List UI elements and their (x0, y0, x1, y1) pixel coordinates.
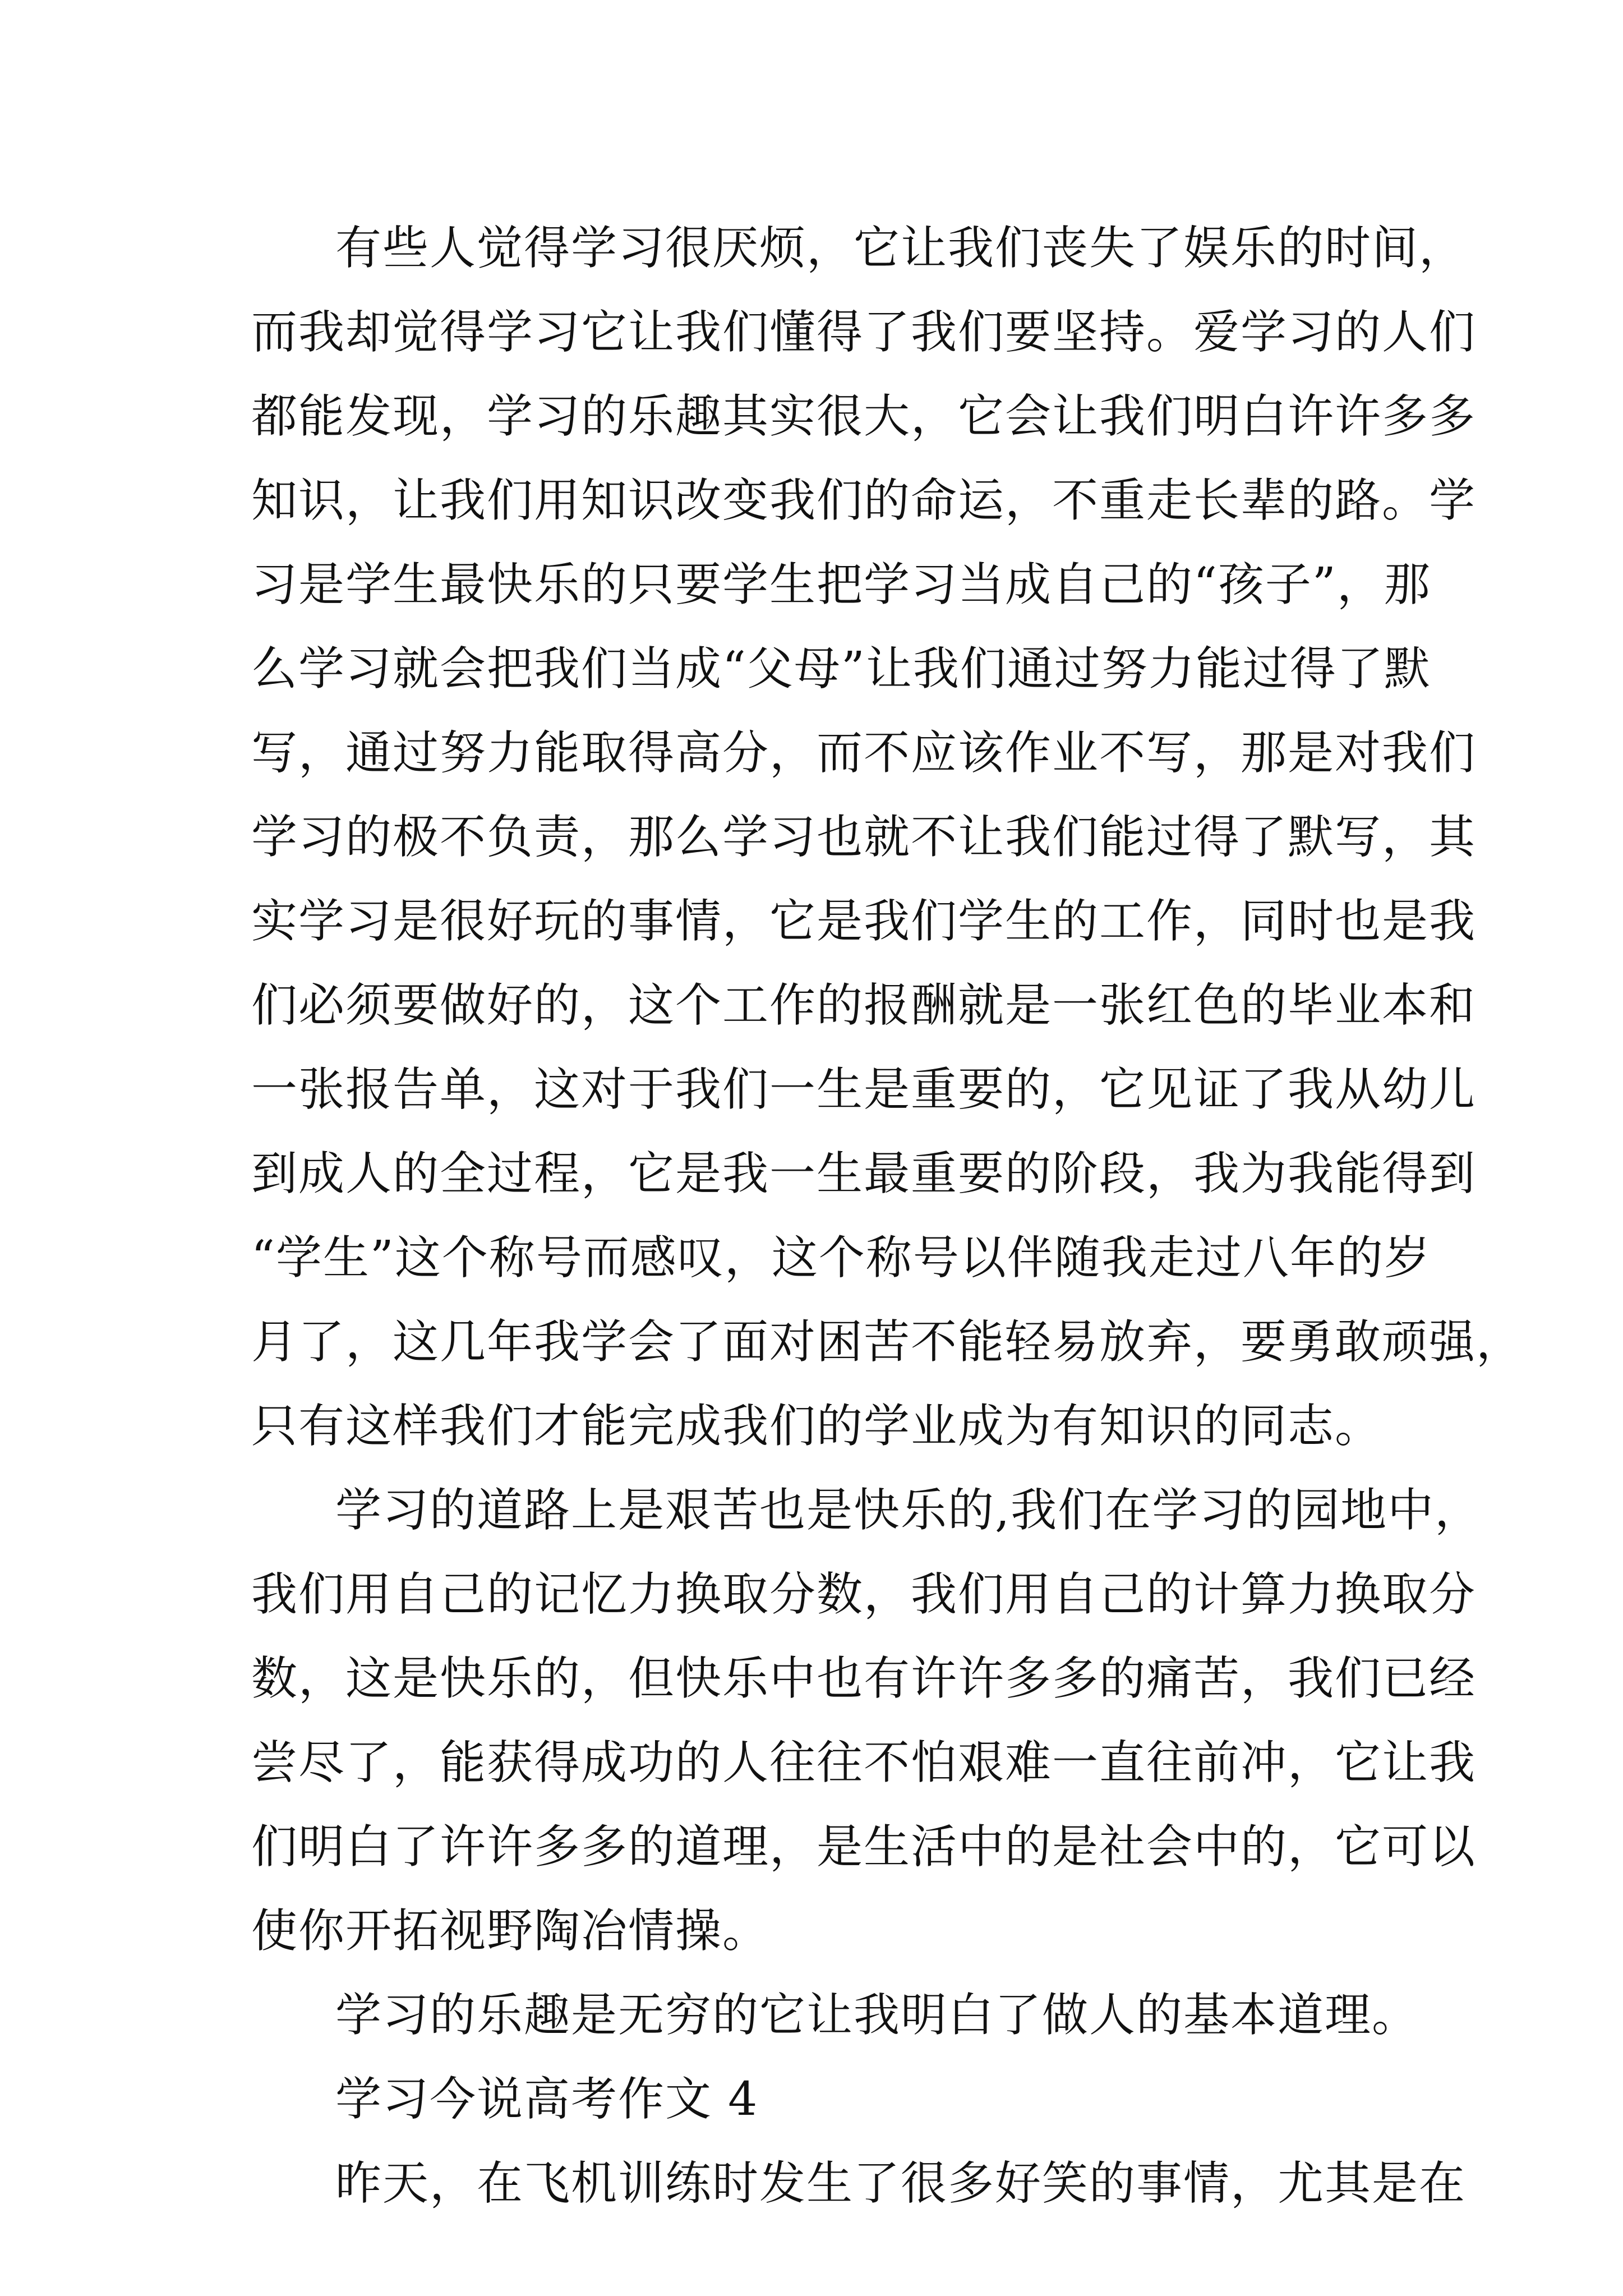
paragraph-line: 学习的极不负责，那么学习也就不让我们能过得了默写，其 (251, 811, 1477, 864)
paragraph-line: 学习的道路上是艰苦也是快乐的,我们在学习的园地中， (335, 1484, 1482, 1537)
paragraph-line: 而我却觉得学习它让我们懂得了我们要坚持。爱学习的人们 (251, 306, 1477, 359)
paragraph-line: 一张报告单，这对于我们一生是重要的，它见证了我从幼儿 (251, 1063, 1477, 1116)
paragraph-line: 只有这样我们才能完成我们的学业成为有知识的同志。 (251, 1400, 1382, 1453)
paragraph-line: 我们用自己的记忆力换取分数，我们用自己的计算力换取分 (251, 1568, 1477, 1621)
paragraph-line: 学习的乐趣是无穷的它让我明白了做人的基本道理。 (335, 1989, 1419, 2042)
paragraph-line: 们必须要做好的，这个工作的报酬就是一张红色的毕业本和 (251, 979, 1477, 1032)
paragraph-line: 有些人觉得学习很厌烦，它让我们丧失了娱乐的时间， (335, 222, 1467, 275)
paragraph-line: 尝尽了，能获得成功的人往往不怕艰难一直往前冲，它让我 (251, 1736, 1477, 1789)
document-body (251, 206, 1524, 2226)
paragraph-line: 都能发现，学习的乐趣其实很大，它会让我们明白许许多多 (251, 390, 1477, 443)
paragraph-line: 写，通过努力能取得高分，而不应该作业不写，那是对我们 (251, 726, 1477, 780)
paragraph-line: 昨天，在飞机训练时发生了很多好笑的事情，尤其是在 (335, 2157, 1467, 2210)
paragraph-line: 知识，让我们用知识改变我们的命运，不重走长辈的路。学 (251, 474, 1477, 527)
paragraph-line: 么学习就会把我们当成“父母”让我们通过努力能过得了默 (251, 642, 1431, 696)
paragraph-line: 月了，这几年我学会了面对困苦不能轻易放弃，要勇敢顽强， (251, 1315, 1524, 1369)
paragraph-line: “学生”这个称号而感叹，这个称号以伴随我走过八年的岁 (251, 1231, 1431, 1285)
section-heading: 学习今说高考作文 4 (335, 2073, 759, 2126)
paragraph-line: 习是学生最快乐的只要学生把学习当成自己的“孩子”，那 (251, 558, 1431, 611)
paragraph-line: 到成人的全过程，它是我一生最重要的阶段，我为我能得到 (251, 1147, 1477, 1200)
paragraph-line: 数，这是快乐的，但快乐中也有许许多多的痛苦，我们已经 (251, 1652, 1477, 1705)
paragraph-line: 们明白了许许多多的道理，是生活中的是社会中的，它可以 (251, 1820, 1477, 1874)
paragraph-line: 实学习是很好玩的事情，它是我们学生的工作，同时也是我 (251, 895, 1477, 948)
paragraph-line: 使你开拓视野陶冶情操。 (251, 1904, 770, 1958)
